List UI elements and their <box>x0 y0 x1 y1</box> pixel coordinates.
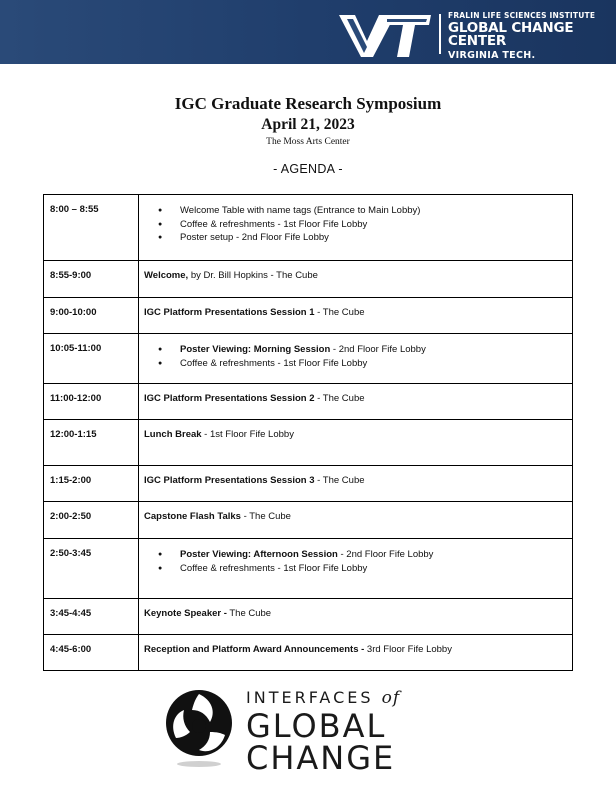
agenda-description: Capstone Flash Talks - The Cube <box>139 502 573 539</box>
agenda-row <box>44 298 573 334</box>
agenda-bullet: ● Coffee & refreshments - 1st Floor Fife Lobby <box>174 562 572 576</box>
header-band <box>0 0 616 64</box>
agenda-time: 8:00 – 8:55 <box>44 195 139 261</box>
agenda-bullet: ● Poster Viewing: Afternoon Session - 2nd Floor Fife Lobby <box>174 548 572 562</box>
agenda-bullet: ● Coffee & refreshments - 1st Floor Fife Lobby <box>174 218 572 232</box>
institute-name: FRALIN LIFE SCIENCES INSTITUTE <box>448 11 596 20</box>
agenda-description: Keynote Speaker - The Cube <box>139 599 573 635</box>
agenda-heading: - AGENDA - <box>273 162 343 176</box>
agenda-row <box>44 466 573 502</box>
agenda-row <box>44 599 573 635</box>
agenda-row <box>44 502 573 539</box>
wordmark-line-1: INTERFACES of <box>246 688 401 708</box>
center-name: GLOBAL CHANGE CENTER <box>448 19 574 49</box>
header-divider <box>439 14 441 54</box>
agenda-time: 12:00-1:15 <box>44 420 139 466</box>
agenda-description: Welcome, by Dr. Bill Hopkins - The Cube <box>139 261 573 298</box>
virginia-tech-logo <box>337 11 433 59</box>
agenda-description: Lunch Break - 1st Floor Fife Lobby <box>139 420 573 466</box>
agenda-bullet: ● Coffee & refreshments - 1st Floor Fife Lobby <box>174 357 572 371</box>
university-name: VIRGINIA TECH. <box>448 49 536 61</box>
agenda-time: 2:00-2:50 <box>44 502 139 539</box>
wordmark-line-2: GLOBAL <box>246 707 387 745</box>
agenda-time: 9:00-10:00 <box>44 298 139 334</box>
agenda-time: 11:00-12:00 <box>44 384 139 420</box>
agenda-description: IGC Platform Presentations Session 3 - The Cube <box>139 466 573 502</box>
agenda-description <box>139 334 573 384</box>
agenda-description <box>139 195 573 261</box>
agenda-time: 8:55-9:00 <box>44 261 139 298</box>
agenda-description: IGC Platform Presentations Session 2 - The Cube <box>139 384 573 420</box>
institute-wordmark <box>448 12 616 60</box>
agenda-row <box>44 539 573 599</box>
interfaces-global-change-wordmark <box>246 688 401 777</box>
agenda-time: 2:50-3:45 <box>44 539 139 599</box>
event-venue: The Moss Arts Center <box>266 137 350 147</box>
event-title: IGC Graduate Research Symposium <box>174 94 442 113</box>
event-date: April 21, 2023 <box>261 116 355 133</box>
agenda-time: 3:45-4:45 <box>44 599 139 635</box>
agenda-bullet: ● Poster Viewing: Morning Session - 2nd Floor Fife Lobby <box>174 343 572 357</box>
agenda-table <box>43 194 573 671</box>
agenda-time: 10:05-11:00 <box>44 334 139 384</box>
agenda-bullet: ● Welcome Table with name tags (Entrance to Main Lobby) <box>174 204 572 218</box>
agenda-description: Reception and Platform Award Announcements - 3rd Floor Fife Lobby <box>139 635 573 671</box>
agenda-row <box>44 261 573 298</box>
wordmark-line-3: CHANGE <box>246 739 396 777</box>
agenda-description: IGC Platform Presentations Session 1 - The Cube <box>139 298 573 334</box>
agenda-row <box>44 384 573 420</box>
agenda-bullet: ● Poster setup - 2nd Floor Fife Lobby <box>174 231 572 245</box>
agenda-time: 4:45-6:00 <box>44 635 139 671</box>
agenda-description <box>139 539 573 599</box>
agenda-row <box>44 195 573 261</box>
interfaces-global-change-emblem-icon <box>164 688 234 770</box>
agenda-time: 1:15-2:00 <box>44 466 139 502</box>
agenda-row <box>44 635 573 671</box>
agenda-row <box>44 334 573 384</box>
agenda-row <box>44 420 573 466</box>
